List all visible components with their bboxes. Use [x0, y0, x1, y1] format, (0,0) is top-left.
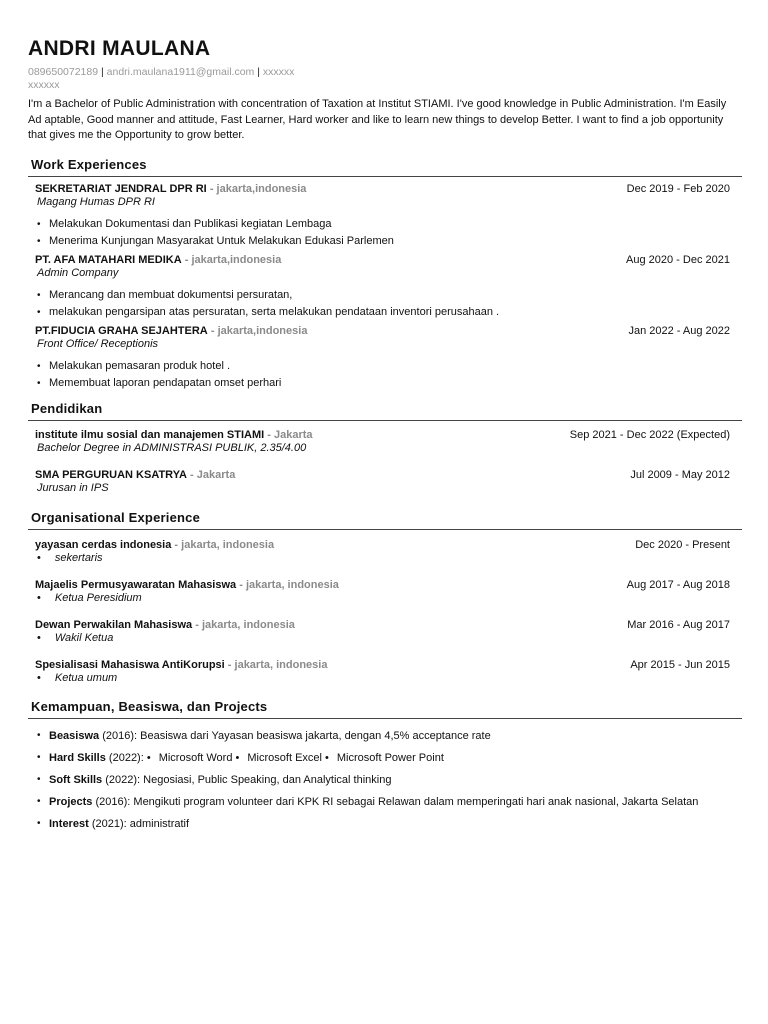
- entry-header: [35, 538, 742, 552]
- entry-date: Dec 2020 - Present: [635, 538, 730, 551]
- skill-year: (2016):: [102, 729, 138, 742]
- entry-role-text: Ketua umum: [54, 671, 118, 684]
- entry-org: SMA PERGURUAN KSATRYA: [35, 468, 187, 481]
- bullet-item: • Merancang dan membuat dokumentsi persuratan,: [35, 287, 742, 304]
- skill-text: administratif: [129, 817, 190, 830]
- candidate-name: ANDRI MAULANA: [28, 37, 211, 60]
- entry-role: Magang Humas DPR RI: [37, 195, 155, 208]
- skill-hard: [28, 747, 742, 769]
- entry-org: institute ilmu sosial dan manajemen STIAMI: [35, 428, 265, 441]
- entry-role: [35, 672, 742, 684]
- hard-skill-item: Microsoft Power Point: [336, 751, 444, 764]
- entry-org-line: [35, 182, 306, 196]
- entry-date: Aug 2017 - Aug 2018: [626, 578, 730, 591]
- entry-location: jakarta, indonesia: [201, 618, 295, 631]
- education-section: [28, 400, 742, 495]
- entry-detail: Jurusan in IPS: [37, 481, 109, 494]
- entry-org: Spesialisasi Mahasiswa AntiKorupsi: [35, 658, 225, 671]
- entry-role-text: Ketua Peresidium: [54, 591, 142, 604]
- entry-org-line: [35, 253, 281, 267]
- entry-header: [35, 578, 742, 592]
- entry-header: [35, 468, 742, 482]
- entry-date: Jan 2022 - Aug 2022: [628, 324, 730, 337]
- entry-location: jakarta,indonesia: [216, 182, 307, 195]
- entry-header: [35, 658, 742, 672]
- entry-org-line: [35, 578, 339, 592]
- skills-section: [28, 698, 742, 835]
- hard-skill-item: Microsoft Excel: [247, 751, 322, 764]
- entry-location-sep: -: [184, 253, 189, 266]
- organisation-entry: [28, 618, 742, 644]
- entry-date: Dec 2019 - Feb 2020: [626, 182, 730, 195]
- entry-role-text: Wakil Ketua: [54, 631, 114, 644]
- work-section-title: Work Experiences: [28, 156, 742, 177]
- entry-org: Dewan Perwakilan Mahasiswa: [35, 618, 193, 631]
- entry-location: jakarta, indonesia: [234, 658, 328, 671]
- entry-location-sep: -: [174, 538, 179, 551]
- skill-label: Hard Skills: [49, 751, 106, 764]
- entry-location: jakarta,indonesia: [191, 253, 282, 266]
- entry-org-line: [35, 468, 235, 482]
- entry-date: Mar 2016 - Aug 2017: [627, 618, 730, 631]
- entry-org: Majaelis Permusyawaratan Mahasiswa: [35, 578, 237, 591]
- skill-year: (2022):: [108, 751, 144, 764]
- bullet-dot: •: [37, 631, 41, 644]
- entry-bullets: [35, 287, 742, 321]
- contact-line: [28, 65, 742, 79]
- entry-date: Jul 2009 - May 2012: [630, 468, 730, 481]
- entry-location-sep: -: [209, 182, 214, 195]
- bullet-item: • Melakukan Dokumentasi dan Publikasi kegiatan Lembaga: [35, 216, 742, 233]
- entry-location: jakarta,indonesia: [217, 324, 308, 337]
- work-entry: [28, 182, 742, 250]
- entry-header: [35, 428, 742, 442]
- bullet-dot: •: [37, 671, 41, 684]
- entry-header: [35, 182, 742, 196]
- profile-summary: I'm a Bachelor of Public Administration with concentration of Taxation at Institut STIAMI. I've good knowledge in Public Administration. I'm Easily Ad aptable, Good manner and attitude, Fast Learner, Hard worker and like to learn new things to develop Better. I want to find a job opportunity that gives me the Opportunity to grow better.: [28, 98, 727, 142]
- separator: |: [257, 66, 260, 78]
- bullet-item: • melakukan pengarsipan atas persuratan, serta melakukan pendataan inventori perusahaan .: [35, 304, 742, 321]
- contact-extra: xxxxxx: [262, 66, 295, 78]
- entry-location-sep: -: [190, 468, 194, 481]
- bullet-item: • Memembuat laporan pendapatan omset perhari: [35, 375, 742, 392]
- entry-org: PT.FIDUCIA GRAHA SEJAHTERA: [35, 324, 208, 337]
- bullet-item: • Melakukan pemasaran produk hotel .: [35, 358, 742, 375]
- entry-org: SEKRETARIAT JENDRAL DPR RI: [35, 182, 207, 195]
- organisation-entry: [28, 578, 742, 604]
- entry-date: Sep 2021 - Dec 2022 (Expected): [569, 428, 730, 441]
- education-entry: [28, 428, 742, 455]
- entry-org-line: [35, 428, 313, 442]
- entry-role: Front Office/ Receptionis: [37, 337, 159, 350]
- education-section-title: Pendidikan: [28, 400, 742, 421]
- entry-location: jakarta, indonesia: [181, 538, 275, 551]
- hard-skill-items: • Microsoft Word • Microsoft Excel • Microsoft Power Point: [146, 751, 444, 764]
- entry-org-line: [35, 658, 327, 672]
- skill-year: (2022):: [105, 773, 141, 786]
- entry-org-line: [35, 324, 307, 338]
- entry-role-text: sekertaris: [54, 551, 103, 564]
- resume-page: [28, 36, 742, 835]
- organisation-section: [28, 509, 742, 684]
- entry-org: PT. AFA MATAHARI MEDIKA: [35, 253, 182, 266]
- entry-org-line: [35, 618, 295, 632]
- skill-year: (2021):: [91, 817, 127, 830]
- organisation-entry: [28, 538, 742, 564]
- entry-date: Aug 2020 - Dec 2021: [626, 253, 730, 266]
- entry-location-sep: -: [210, 324, 215, 337]
- separator: |: [101, 66, 104, 78]
- entry-role: [35, 592, 742, 604]
- entry-location: Jakarta: [196, 468, 236, 481]
- skills-list: [28, 725, 742, 835]
- entry-location-sep: -: [267, 428, 271, 441]
- skill-soft: [28, 769, 742, 791]
- entry-header: [35, 253, 742, 267]
- organisation-section-title: Organisational Experience: [28, 509, 742, 530]
- entry-bullets: [35, 358, 742, 392]
- work-section: [28, 156, 742, 392]
- skill-beasiswa: [28, 725, 742, 747]
- skills-section-title: Kemampuan, Beasiswa, dan Projects: [28, 698, 742, 719]
- entry-role: [35, 632, 742, 644]
- entry-location: jakarta, indonesia: [245, 578, 339, 591]
- organisation-entry: [28, 658, 742, 684]
- bullet-item: • Menerima Kunjungan Masyarakat Untuk Melakukan Edukasi Parlemen: [35, 233, 742, 250]
- hard-skill-item: Microsoft Word: [158, 751, 233, 764]
- skill-interest: [28, 813, 742, 835]
- entry-header: [35, 618, 742, 632]
- bullet-dot: •: [37, 551, 41, 564]
- skill-label: Soft Skills: [49, 773, 103, 786]
- entry-bullets: [35, 216, 742, 250]
- skill-text: Negosiasi, Public Speaking, dan Analytical thinking: [143, 773, 392, 786]
- work-entry: [28, 324, 742, 392]
- entry-org: yayasan cerdas indonesia: [35, 538, 172, 551]
- email-address: andri.maulana1911@gmail.com: [106, 66, 255, 78]
- skill-text: Mengikuti program volunteer dari KPK RI sebagai Relawan dalam memperingati hari anak nasional, Jakarta Selatan: [133, 795, 699, 808]
- entry-location-sep: -: [239, 578, 243, 591]
- work-entry: [28, 253, 742, 321]
- contact-extra-2: xxxxxx: [28, 79, 60, 91]
- entry-detail: Bachelor Degree in ADMINISTRASI PUBLIK, 2.35/4.00: [37, 441, 307, 454]
- entry-header: [35, 324, 742, 338]
- entry-location-sep: -: [195, 618, 199, 631]
- skill-label: Interest: [49, 817, 89, 830]
- entry-role: [35, 552, 742, 564]
- skill-label: Beasiswa: [49, 729, 100, 742]
- entry-role: Admin Company: [37, 266, 119, 279]
- skill-projects: [28, 791, 742, 813]
- skill-label: Projects: [49, 795, 93, 808]
- entry-location: Jakarta: [274, 428, 313, 441]
- education-entry: [28, 468, 742, 495]
- skill-year: (2016):: [95, 795, 131, 808]
- entry-location-sep: -: [227, 658, 232, 671]
- phone-number: 089650072189: [28, 66, 99, 78]
- bullet-dot: •: [37, 591, 41, 604]
- skill-text: Beasiswa dari Yayasan beasiswa jakarta, dengan 4,5% acceptance rate: [140, 729, 491, 742]
- entry-org-line: [35, 538, 274, 552]
- entry-date: Apr 2015 - Jun 2015: [630, 658, 730, 671]
